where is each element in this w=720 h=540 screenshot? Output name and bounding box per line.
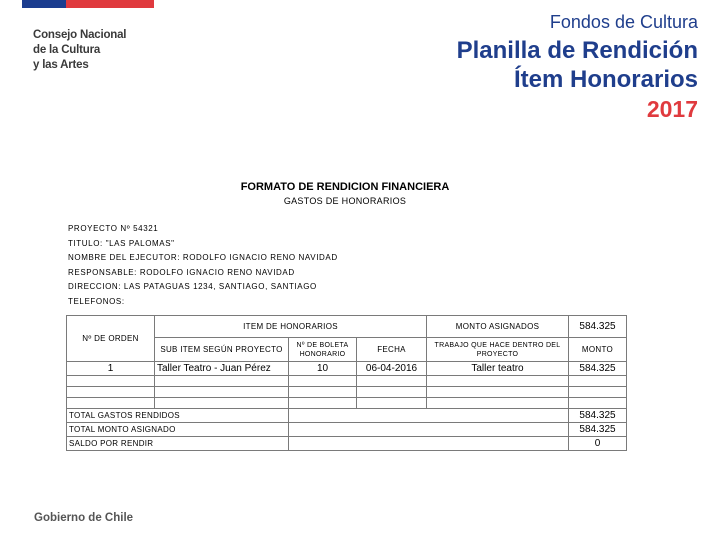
info-telefonos: TELEFONOS: — [68, 296, 125, 306]
document-subtitle: GASTOS DE HONORARIOS — [283, 196, 407, 206]
info-titulo: TITULO: "LAS PALOMAS" — [68, 238, 175, 248]
logo-line: Consejo Nacional — [33, 29, 127, 41]
empty-row — [67, 387, 627, 398]
monto-asignados-value: 584.325 — [569, 316, 627, 338]
cnca-logo — [33, 28, 126, 73]
header-trabajo: TRABAJO QUE HACE DENTRO DEL PROYECTO — [427, 338, 569, 362]
empty-row — [67, 376, 627, 387]
gobierno-de-chile: Gobierno de Chile — [34, 512, 134, 524]
info-ejecutor: NOMBRE DEL EJECUTOR: RODOLFO IGNACIO RENO NAVIDAD — [68, 253, 338, 262]
logo-line: de la Cultura — [33, 44, 101, 56]
cell-subitem: Taller Teatro - Juan Pérez — [155, 362, 289, 376]
table-row — [67, 362, 627, 376]
header-subitem: SUB ITEM SEGÚN PROYECTO — [155, 338, 289, 362]
header-item-honorarios: ITEM DE HONORARIOS — [155, 316, 427, 338]
project-info — [68, 222, 338, 309]
header-orden: Nº DE ORDEN — [67, 316, 155, 362]
cell-monto: 584.325 — [569, 362, 627, 376]
saldo-value: 0 — [569, 437, 627, 451]
header-boleta: Nº DE BOLETA HONORARIO — [289, 338, 357, 362]
total-gastos-label: TOTAL GASTOS RENDIDOS — [67, 409, 289, 423]
total-gastos-value: 584.325 — [569, 409, 627, 423]
header-monto: MONTO — [569, 338, 627, 362]
logo-line: y las Artes — [33, 59, 89, 71]
cell-orden: 1 — [67, 362, 155, 376]
document-title: FORMATO DE RENDICION FINANCIERA — [240, 181, 450, 193]
total-monto-value: 584.325 — [569, 423, 627, 437]
header-year: 2017 — [646, 96, 698, 122]
info-proyecto: PROYECTO Nº 54321 — [68, 224, 159, 233]
cell-trabajo: Taller teatro — [427, 362, 569, 376]
total-monto-row — [67, 423, 627, 437]
info-responsable: RESPONSABLE: RODOLFO IGNACIO RENO NAVIDAD — [68, 267, 295, 277]
rendicion-table — [66, 315, 627, 451]
empty-row — [67, 398, 627, 409]
saldo-label: SALDO POR RENDIR — [67, 437, 289, 451]
flag-blue — [22, 0, 66, 8]
cell-fecha: 06-04-2016 — [357, 362, 427, 376]
flag-red — [66, 0, 154, 8]
info-direccion: DIRECCION: LAS PATAGUAS 1234, SANTIAGO, SANTIAGO — [68, 282, 317, 291]
header-fecha: FECHA — [357, 338, 427, 362]
total-gastos-row — [67, 409, 627, 423]
header-title-line2: Ítem Honorarios — [513, 66, 698, 93]
saldo-row — [67, 437, 627, 451]
header-monto-asignados: MONTO ASIGNADOS — [427, 316, 569, 338]
header-subtitle: Fondos de Cultura — [549, 12, 698, 32]
flag-stripe — [22, 0, 154, 8]
cell-boleta: 10 — [289, 362, 357, 376]
header-title-line1: Planilla de Rendición — [456, 37, 698, 64]
total-monto-label: TOTAL MONTO ASIGNADO — [67, 423, 289, 437]
